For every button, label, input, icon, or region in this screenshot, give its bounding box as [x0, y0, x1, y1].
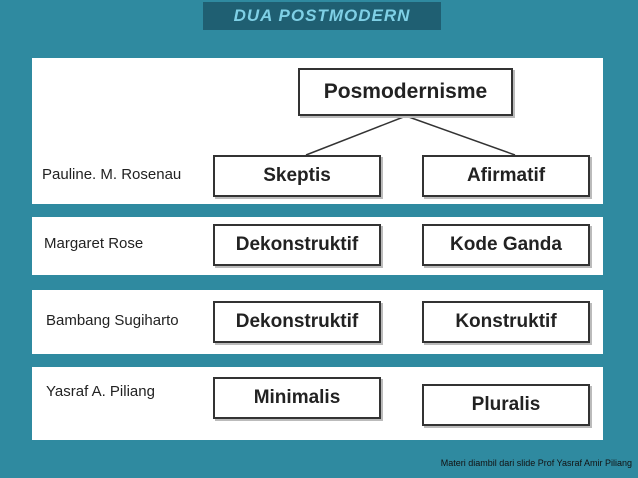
concept-box-left — [213, 301, 381, 343]
author-label: Yasraf A. Piliang — [46, 383, 155, 400]
concept-label: Skeptis — [263, 165, 331, 186]
concept-box-right — [422, 155, 590, 197]
concept-label: Pluralis — [471, 394, 541, 415]
root-concept-label: Posmodernisme — [323, 80, 488, 103]
concept-box-right — [422, 384, 590, 426]
connector-line-left — [306, 116, 406, 155]
concept-box-left — [213, 377, 381, 419]
concept-label: Kode Ganda — [450, 234, 562, 255]
concept-label: Konstruktif — [455, 311, 557, 332]
concept-box-right — [422, 301, 590, 343]
concept-label: Afirmatif — [466, 165, 546, 186]
concept-box-left — [213, 155, 381, 197]
author-label: Pauline. M. Rosenau — [42, 166, 182, 183]
concept-label: Dekonstruktif — [235, 311, 359, 332]
root-concept-box — [298, 68, 513, 116]
author-label: Bambang Sugiharto — [46, 312, 179, 329]
concept-label: Dekonstruktif — [235, 234, 359, 255]
slide-title: DUA POSTMODERN — [233, 6, 411, 25]
concept-box-right — [422, 224, 590, 266]
author-label: Margaret Rose — [44, 235, 144, 252]
concept-label: Minimalis — [253, 387, 341, 408]
source-credit: Materi diambil dari slide Prof Yasraf Amir Piliang — [440, 458, 632, 468]
connector-line-right — [406, 116, 515, 155]
concept-box-left — [213, 224, 381, 266]
